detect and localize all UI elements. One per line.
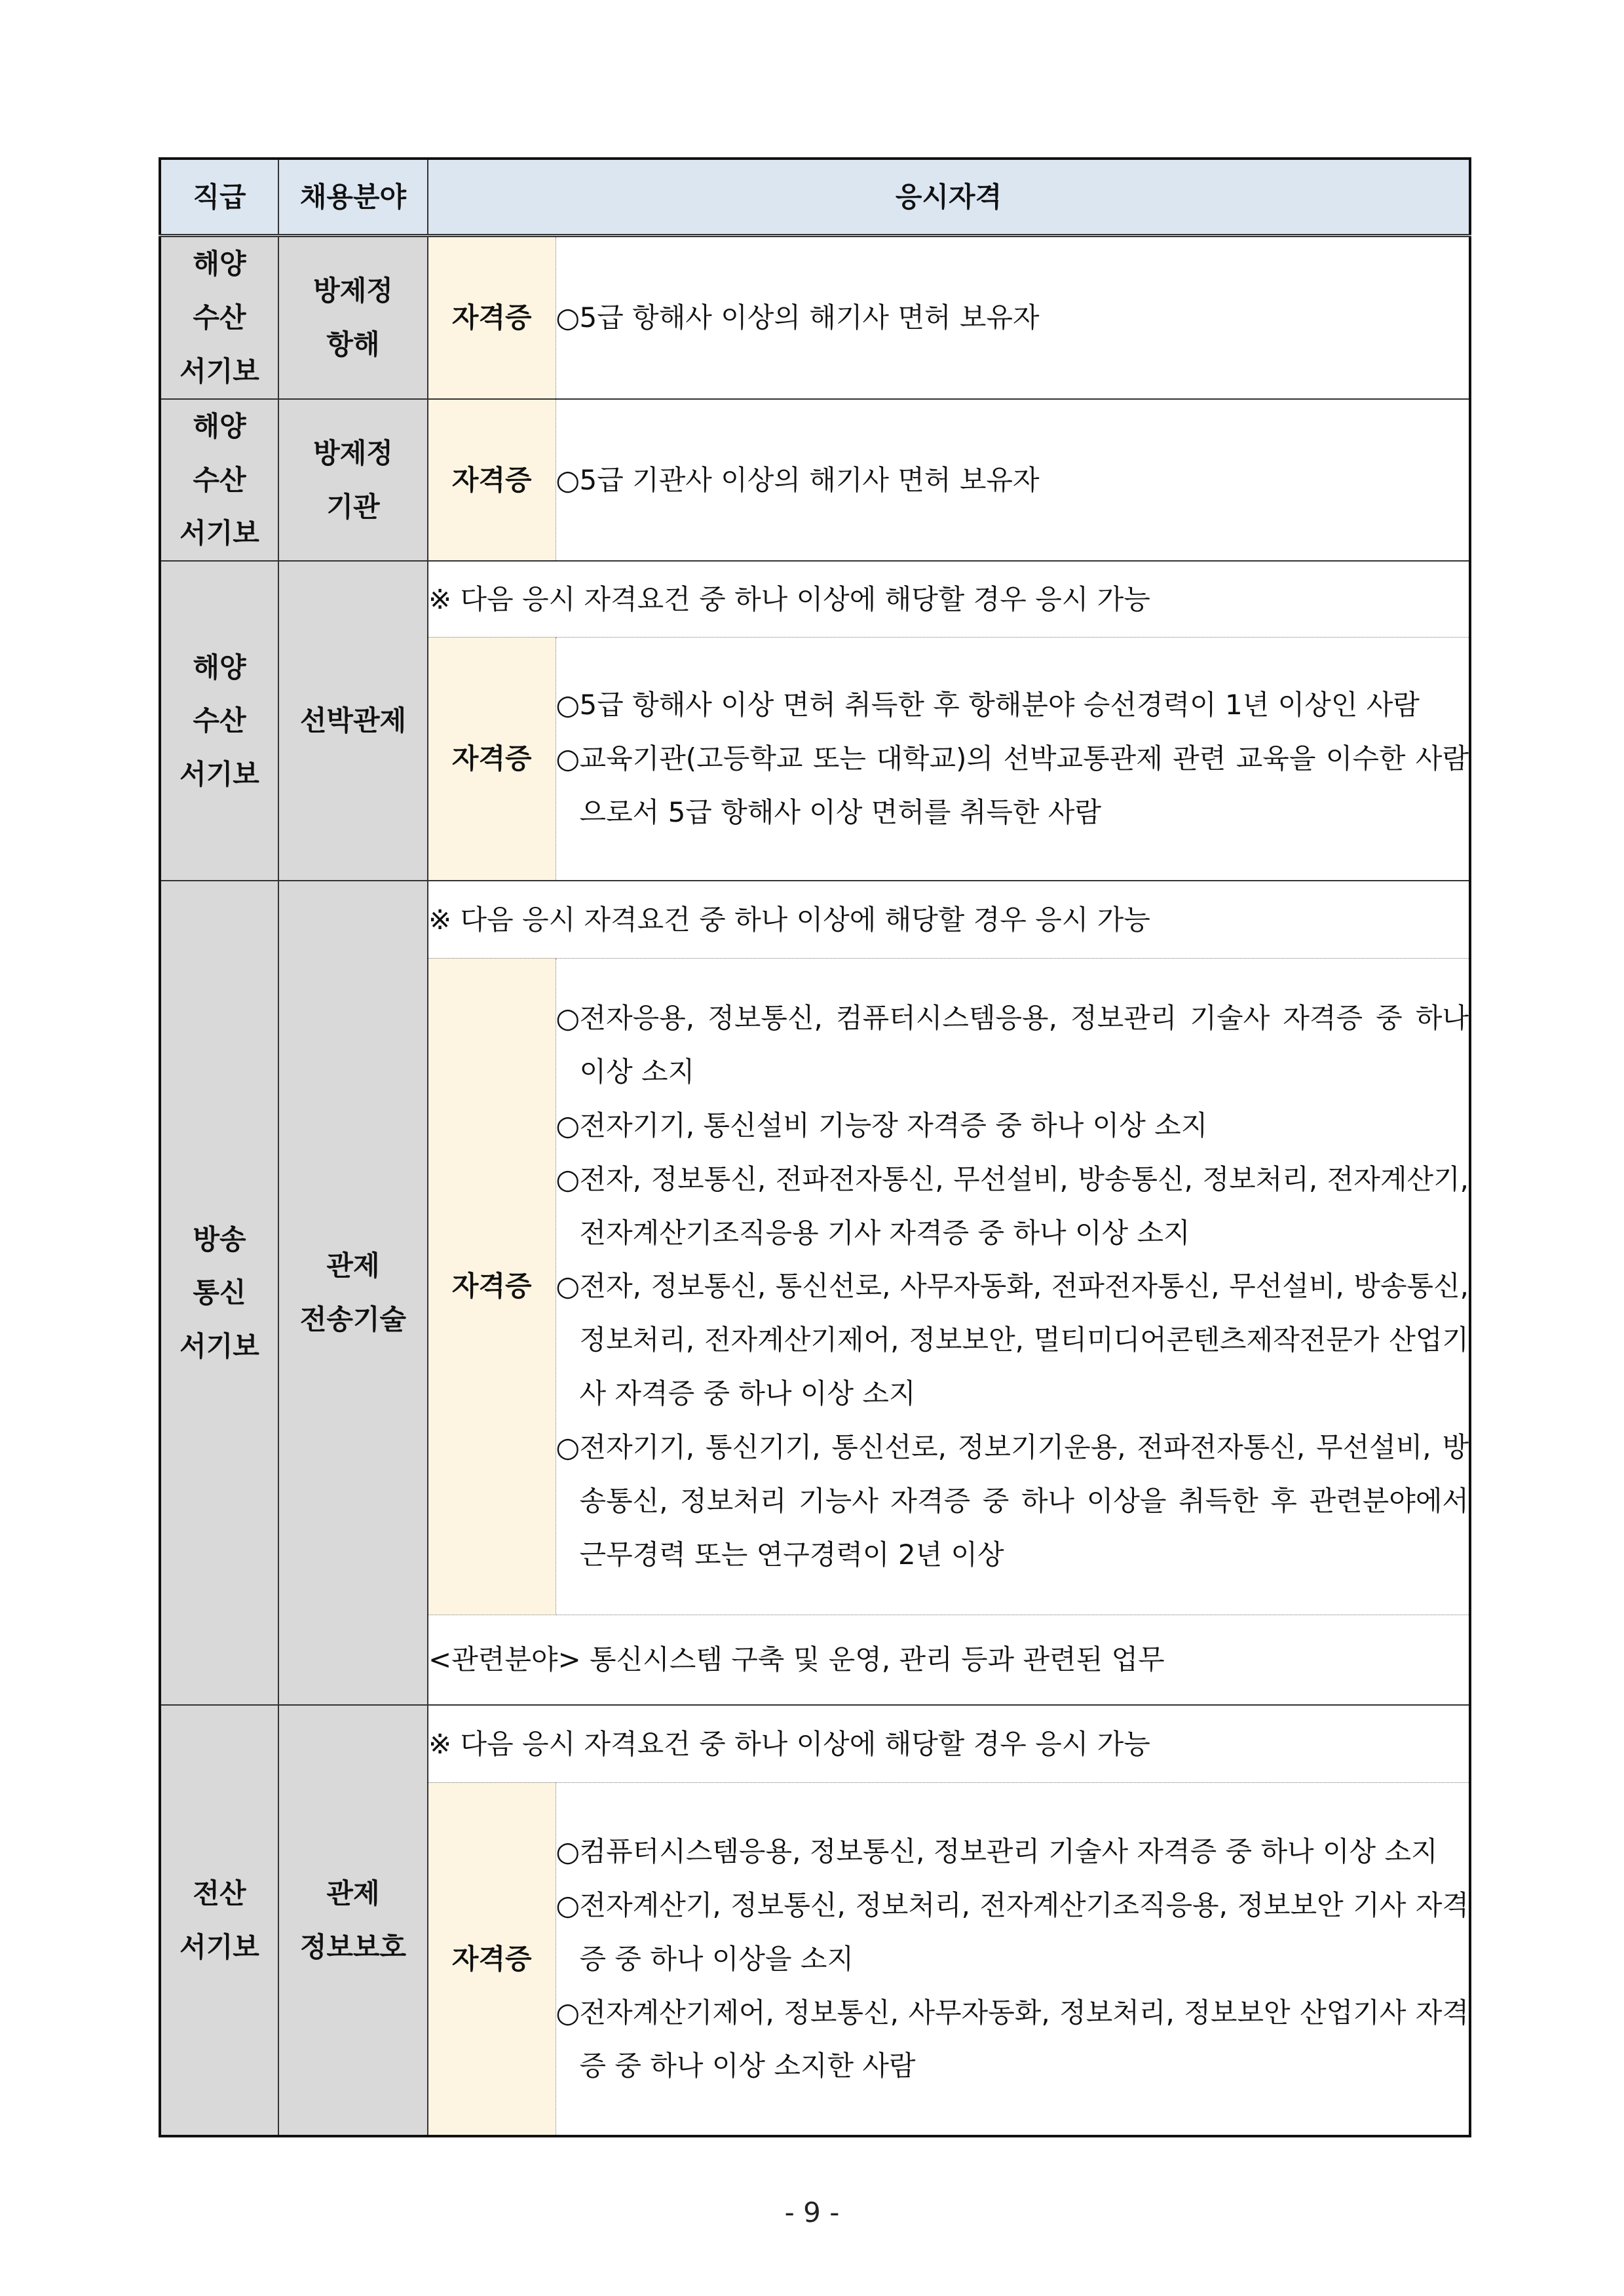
grade-line: 수산	[193, 463, 246, 496]
grade-cell	[160, 399, 278, 562]
requirement-item	[556, 1099, 1469, 1153]
cert-label: 자격증	[428, 637, 556, 881]
requirement-text: 전자, 정보통신, 통신선로, 사무자동화, 전파전자통신, 무선설비, 방송통신, 정보처리, 전자계산기제어, 정보보안, 멀티미디어콘텐츠제작전문가 산업기사 자격증 중 하나 이상 소지	[579, 1270, 1469, 1410]
requirement-text: 5급 기관사 이상의 해기사 면허 보유자	[579, 463, 1040, 496]
requirement-item	[556, 1879, 1469, 1986]
field-cell	[278, 881, 428, 1705]
bullet-icon: ○	[556, 1996, 580, 2029]
requirements-cell	[556, 399, 1470, 562]
field-cell	[278, 236, 428, 399]
table-row	[160, 399, 1470, 562]
grade-line: 서기보	[179, 517, 259, 550]
field-line: 관제	[326, 1877, 380, 1909]
grade-cell	[160, 236, 278, 399]
grade-cell	[160, 561, 278, 881]
table-row	[160, 1705, 1470, 1782]
field-line: 방제정	[313, 436, 393, 469]
requirement-item	[556, 291, 1469, 345]
note-text: ※ 다음 응시 자격요건 중 하나 이상에 해당할 경우 응시 가능	[428, 881, 1470, 958]
bullet-icon: ○	[556, 1270, 580, 1303]
requirement-item	[556, 453, 1469, 507]
field-line: 관제	[326, 1250, 380, 1282]
grade-line: 해양	[193, 410, 246, 442]
requirement-item	[556, 732, 1469, 839]
bullet-icon: ○	[556, 1109, 580, 1141]
grade-line: 해양	[193, 248, 246, 280]
header-qualification: 응시자격	[428, 159, 1470, 236]
grade-line: 서기보	[179, 758, 259, 791]
requirements-cell	[556, 236, 1470, 399]
requirement-text: 교육기관(고등학교 또는 대학교)의 선박교통관제 관련 교육을 이수한 사람으로서 5급 항해사 이상 면허를 취득한 사람	[579, 742, 1469, 829]
requirement-text: 5급 항해사 이상 면허 취득한 후 항해분야 승선경력이 1년 이상인 사람	[579, 689, 1420, 721]
cert-label: 자격증	[428, 399, 556, 562]
bullet-icon: ○	[556, 1431, 580, 1464]
field-line: 항해	[326, 328, 380, 360]
requirements-cell	[556, 637, 1470, 881]
header-grade: 직급	[160, 159, 278, 236]
grade-line: 수산	[193, 704, 246, 737]
cert-label: 자격증	[428, 958, 556, 1615]
field-line: 기관	[326, 490, 380, 523]
grade-cell	[160, 1705, 278, 2136]
field-line: 전송기술	[299, 1303, 407, 1336]
note-text: ※ 다음 응시 자격요건 중 하나 이상에 해당할 경우 응시 가능	[428, 561, 1470, 637]
requirement-item	[556, 678, 1469, 732]
table-row	[160, 561, 1470, 637]
requirement-item	[556, 1986, 1469, 2094]
grade-line: 통신	[193, 1276, 246, 1309]
qualification-table	[159, 157, 1471, 2137]
grade-line: 서기보	[179, 1330, 259, 1363]
requirements-cell	[556, 1782, 1470, 2136]
requirement-text: 전자계산기제어, 정보통신, 사무자동화, 정보처리, 정보보안 산업기사 자격증 중 하나 이상 소지한 사람	[579, 1996, 1469, 2082]
grade-line: 서기보	[179, 354, 259, 387]
page-number: - 9 -	[784, 2196, 840, 2229]
grade-line: 방송	[193, 1223, 246, 1255]
grade-line: 해양	[193, 651, 246, 683]
field-cell	[278, 561, 428, 881]
requirement-text: 전자기기, 통신기기, 통신선로, 정보기기운용, 전파전자통신, 무선설비, 방송통신, 정보처리 기능사 자격증 중 하나 이상을 취득한 후 관련분야에서 근무경력 또는 연구경력이 2년 이상	[579, 1431, 1469, 1571]
grade-line: 전산	[193, 1877, 246, 1909]
requirement-text: 전자, 정보통신, 전파전자통신, 무선설비, 방송통신, 정보처리, 전자계산기, 전자계산기조직응용 기사 자격증 중 하나 이상 소지	[579, 1162, 1469, 1249]
note-text: ※ 다음 응시 자격요건 중 하나 이상에 해당할 경우 응시 가능	[428, 1705, 1470, 1782]
bullet-icon: ○	[556, 1162, 580, 1195]
requirement-text: 5급 항해사 이상의 해기사 면허 보유자	[579, 301, 1040, 334]
bullet-icon: ○	[556, 689, 580, 721]
requirement-text: 전자기기, 통신설비 기능장 자격증 중 하나 이상 소지	[579, 1109, 1208, 1141]
table-row	[160, 881, 1470, 958]
field-line: 선박관제	[299, 704, 407, 737]
cert-label: 자격증	[428, 236, 556, 399]
requirement-text: 전자응용, 정보통신, 컴퓨터시스템응용, 정보관리 기술사 자격증 중 하나 이상 소지	[579, 1001, 1469, 1088]
requirement-text: 컴퓨터시스템응용, 정보통신, 정보관리 기술사 자격증 중 하나 이상 소지	[579, 1835, 1438, 1867]
requirement-item	[556, 1259, 1469, 1421]
grade-line: 수산	[193, 301, 246, 334]
bullet-icon: ○	[556, 1888, 580, 1921]
requirement-item	[556, 1421, 1469, 1582]
grade-cell	[160, 881, 278, 1705]
bullet-icon: ○	[556, 1001, 580, 1034]
field-cell	[278, 399, 428, 562]
requirements-cell	[556, 958, 1470, 1615]
cert-label: 자격증	[428, 1782, 556, 2136]
header-field: 채용분야	[278, 159, 428, 236]
related-field-note: <관련분야> 통신시스템 구축 및 운영, 관리 등과 관련된 업무	[428, 1615, 1470, 1705]
field-cell	[278, 1705, 428, 2136]
bullet-icon: ○	[556, 742, 580, 775]
requirement-item	[556, 1153, 1469, 1260]
field-line: 정보보호	[299, 1930, 407, 1963]
bullet-icon: ○	[556, 463, 580, 496]
field-line: 방제정	[313, 274, 393, 307]
table-row	[160, 236, 1470, 399]
grade-line: 서기보	[179, 1930, 259, 1963]
requirement-text: 전자계산기, 정보통신, 정보처리, 전자계산기조직응용, 정보보안 기사 자격증 중 하나 이상을 소지	[579, 1888, 1469, 1975]
header-row	[160, 159, 1470, 236]
requirement-item	[556, 991, 1469, 1099]
bullet-icon: ○	[556, 301, 580, 334]
requirement-item	[556, 1825, 1469, 1879]
bullet-icon: ○	[556, 1835, 580, 1867]
